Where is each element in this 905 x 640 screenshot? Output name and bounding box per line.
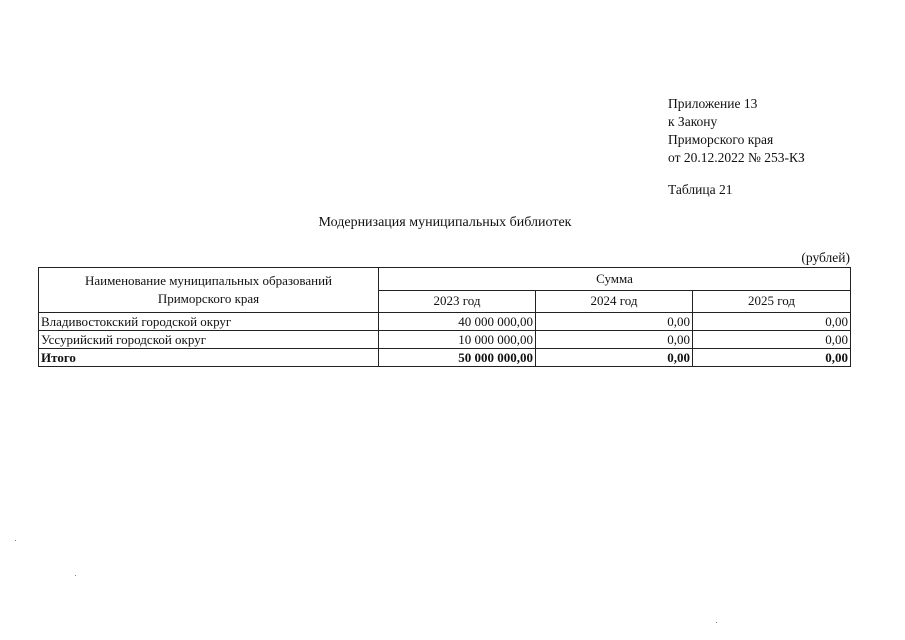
column-header-name-line1: Наименование муниципальных образований — [84, 273, 333, 288]
appendix-line: к Закону — [668, 114, 718, 129]
total-label: Итого — [39, 349, 379, 367]
total-amount-cell: 50 000 000,00 — [379, 349, 536, 367]
column-header-year: 2023 год — [379, 290, 536, 313]
municipality-name: Уссурийский городской округ — [39, 331, 379, 349]
appendix-line: Приморского края — [668, 132, 774, 147]
amount-cell: 0,00 — [536, 331, 693, 349]
total-amount-cell: 0,00 — [693, 349, 851, 367]
total-row — [39, 349, 851, 367]
amount-cell: 0,00 — [693, 331, 851, 349]
scan-speck — [15, 540, 16, 541]
funding-table — [38, 267, 851, 367]
appendix-line: Приложение 13 — [668, 96, 758, 111]
appendix-line: от 20.12.2022 № 253-КЗ — [668, 150, 805, 165]
column-header-name — [39, 268, 379, 313]
units-label: (рублей) — [801, 250, 850, 265]
amount-cell: 0,00 — [536, 313, 693, 331]
table-row — [39, 331, 851, 349]
appendix-header — [668, 95, 805, 167]
table-row — [39, 313, 851, 331]
total-amount-cell: 0,00 — [536, 349, 693, 367]
scan-speck — [716, 622, 717, 623]
scan-speck — [75, 575, 76, 576]
column-header-name-line2: Приморского края — [157, 291, 260, 306]
column-header-sum: Сумма — [379, 268, 851, 291]
table-number: Таблица 21 — [668, 182, 733, 197]
amount-cell: 40 000 000,00 — [379, 313, 536, 331]
amount-cell: 0,00 — [693, 313, 851, 331]
column-header-year: 2024 год — [536, 290, 693, 313]
column-header-year: 2025 год — [693, 290, 851, 313]
document-title: Модернизация муниципальных библиотек — [318, 215, 572, 230]
amount-cell: 10 000 000,00 — [379, 331, 536, 349]
municipality-name: Владивостокский городской округ — [39, 313, 379, 331]
